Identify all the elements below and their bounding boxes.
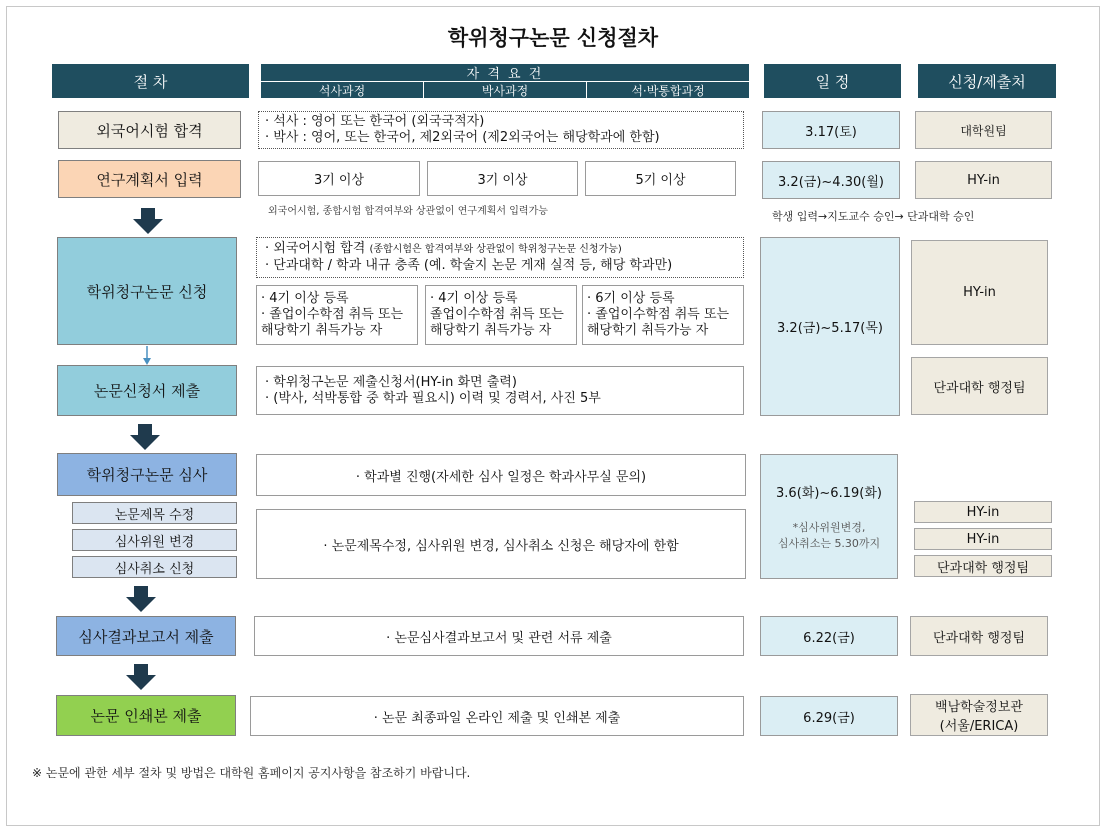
row2-flow: 학생 입력→지도교수 승인→ 단과대학 승인 (772, 210, 975, 223)
substep-title-change: 논문제목 수정 (72, 502, 237, 524)
row5-office3: 단과대학 행정팀 (914, 555, 1052, 577)
header-step: 절 차 (52, 64, 249, 98)
header-office: 신청/제출처 (918, 64, 1056, 98)
row5-schedule-box (760, 454, 898, 579)
arrow-down-icon (131, 208, 165, 236)
row3-masters (256, 285, 418, 345)
row3-phd (425, 285, 577, 345)
step-review-report: 심사결과보고서 제출 (56, 616, 236, 656)
row3-phd-l1: · 4기 이상 등록 (430, 291, 518, 306)
row3-line2: · 단과대학 / 학과 내규 충족 (예. 학술지 논문 게재 실적 등, 해당 학과만) (265, 258, 673, 273)
row7-office (910, 694, 1048, 736)
step-application-form: 논문신청서 제출 (57, 365, 237, 416)
row5-office1: HY-in (914, 501, 1052, 523)
header-integrated: 석·박통합과정 (587, 82, 749, 98)
row2-integrated: 5기 이상 (585, 161, 736, 196)
header-masters: 석사과정 (261, 82, 423, 98)
row3-integrated (582, 285, 744, 345)
row3-requirements (256, 237, 744, 278)
substep-review-cancel: 심사취소 신청 (72, 556, 237, 578)
row5-sub-text: · 논문제목수정, 심사위원 변경, 심사취소 신청은 해당자에 한함 (256, 509, 746, 579)
step-thesis-review: 학위청구논문 심사 (57, 453, 237, 496)
row2-masters: 3기 이상 (258, 161, 420, 196)
row3-integrated-l3: 해당학기 취득가능 자 (587, 323, 709, 338)
row1-line1: · 석사 : 영어 또는 한국어 (외국국적자) (265, 114, 485, 129)
row6-text: · 논문심사결과보고서 및 관련 서류 제출 (254, 616, 744, 656)
header-schedule: 일 정 (764, 64, 901, 98)
row3-masters-l3: 해당학기 취득가능 자 (261, 323, 383, 338)
substep-reviewer-change: 심사위원 변경 (72, 529, 237, 551)
row3-phd-l3: 해당학기 취득가능 자 (430, 323, 552, 338)
page-title: 학위청구논문 신청절차 (447, 26, 659, 50)
row3-masters-l1: · 4기 이상 등록 (261, 291, 349, 306)
row1-requirements (258, 111, 744, 149)
row5-schedule-note1: *심사위원변경, (792, 521, 866, 534)
row3-integrated-l1: · 6기 이상 등록 (587, 291, 675, 306)
connector-arrow-icon (142, 346, 152, 366)
footnote: ※ 논문에 관한 세부 절차 및 방법은 대학원 홈페이지 공지사항을 참조하기 바랍니다. (32, 766, 471, 780)
row5-schedule-note2: 심사취소는 5.30까지 (777, 537, 881, 550)
row4-office: 단과대학 행정팀 (911, 357, 1048, 415)
row1-office: 대학원팀 (915, 111, 1052, 149)
row5-text: · 학과별 진행(자세한 심사 일정은 학과사무실 문의) (256, 454, 746, 496)
row3-line1b: (종합시험은 합격여부와 상관없이 학위청구논문 신청가능) (369, 244, 622, 255)
step-research-plan: 연구계획서 입력 (58, 160, 241, 198)
row2-phd: 3기 이상 (427, 161, 578, 196)
row3-integrated-l2: · 졸업이수학점 취득 또는 (587, 307, 730, 322)
row3-masters-l2: · 졸업이수학점 취득 또는 (261, 307, 404, 322)
arrow-down-icon (128, 424, 162, 452)
row1-schedule: 3.17(토) (762, 111, 900, 149)
step-foreign-language-exam: 외국어시험 합격 (58, 111, 241, 149)
step-final-print: 논문 인쇄본 제출 (56, 695, 236, 736)
row4-requirements (256, 366, 744, 415)
row7-office2: (서울/ERICA) (939, 719, 1019, 734)
row4-line2: · (박사, 석박통합 중 학과 필요시) 이력 및 경력서, 사진 5부 (265, 390, 601, 406)
row2-office: HY-in (915, 161, 1052, 199)
row2-note: 외국어시험, 종합시험 합격여부와 상관없이 연구계획서 입력가능 (268, 206, 548, 217)
step-thesis-application: 학위청구논문 신청 (57, 237, 237, 345)
row3-phd-l2: 졸업이수학점 취득 또는 (430, 307, 564, 322)
header-qualification: 자 격 요 건 (261, 64, 749, 81)
row3-line1a: · 외국어시험 합격 (265, 241, 366, 256)
header-phd: 박사과정 (424, 82, 586, 98)
row7-text: · 논문 최종파일 온라인 제출 및 인쇄본 제출 (250, 696, 744, 736)
row7-schedule: 6.29(금) (760, 696, 898, 736)
row1-line2: · 박사 : 영어, 또는 한국어, 제2외국어 (제2외국어는 해당학과에 한함) (265, 130, 660, 145)
arrow-down-icon (124, 664, 158, 692)
row3-office: HY-in (911, 240, 1048, 345)
row2-schedule: 3.2(금)~4.30(월) (762, 161, 900, 199)
row3-schedule: 3.2(금)~5.17(목) (760, 237, 900, 416)
row6-schedule: 6.22(금) (760, 616, 898, 656)
arrow-down-icon (124, 586, 158, 614)
row5-schedule: 3.6(화)~6.19(화) (776, 486, 882, 501)
row4-line1: · 학위청구논문 제출신청서(HY-in 화면 출력) (265, 374, 517, 390)
row5-office2: HY-in (914, 528, 1052, 550)
row7-office1: 백남학술정보관 (935, 700, 1023, 715)
row6-office: 단과대학 행정팀 (910, 616, 1048, 656)
